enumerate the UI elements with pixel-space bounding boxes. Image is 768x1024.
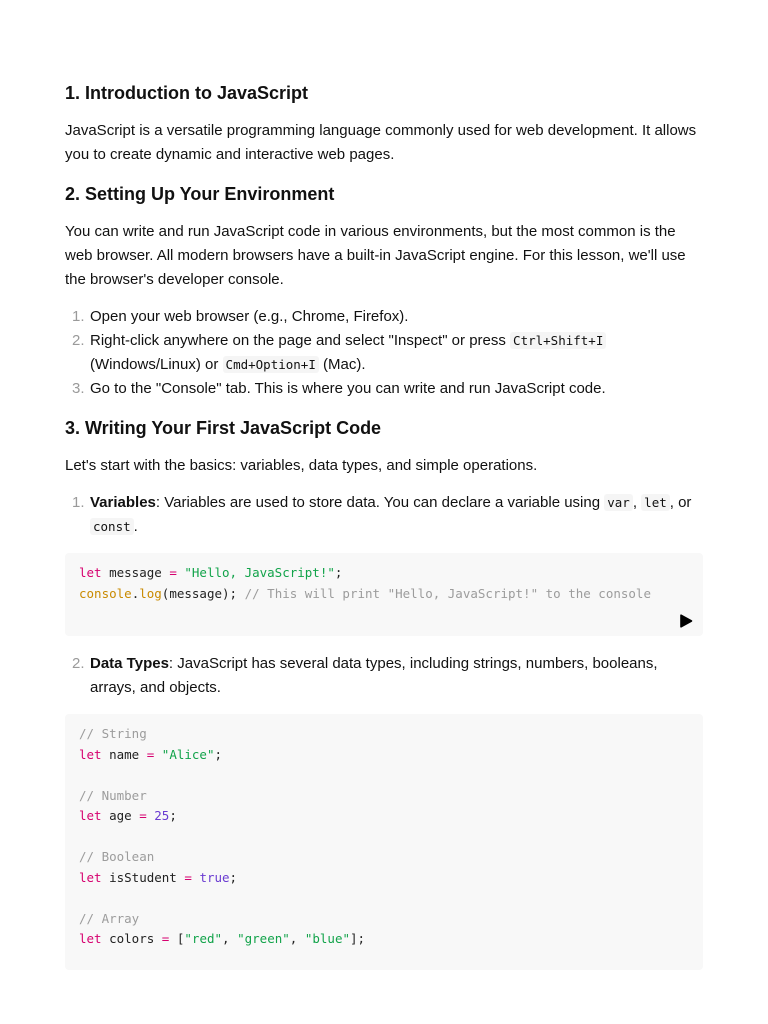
code-token [154,747,162,762]
code-token: = [146,746,155,762]
list-number: 2. [72,332,85,349]
list-number: 1. [72,494,85,511]
section-setup-paragraph: You can write and run JavaScript code in various environments, but the most common is the web browser. All modern browsers have a built-in JavaScript engine. For this lesson, we'll use the browser's developer console. [65,223,686,288]
code-token: console [79,585,132,601]
list-number: 1. [72,308,85,325]
code-token: let [79,565,102,580]
keyword-let-code: let [641,494,670,511]
code-token: "blue" [304,931,350,946]
code-token: . [131,585,140,601]
code-token: message [101,565,170,580]
section-intro-paragraph: JavaScript is a versatile programming language commonly used for web development. It allows you to create dynamic and interactive web pages. [65,122,697,163]
code-block-data-types [65,714,703,970]
list-item-text: (Windows/Linux) or [90,356,223,373]
code-token: age [101,808,140,823]
code-token: colors [101,931,162,946]
code-token: ]; [350,931,366,946]
section-first-code-paragraph: Let's start with the basics: variables, data types, and simple operations. [65,457,538,474]
basics-list [65,491,703,539]
code-token: name [101,746,147,762]
code-token: 25 [154,808,170,823]
setup-steps-list [65,305,703,401]
section-title-first-code: 3. Writing Your First JavaScript Code [65,418,382,438]
section-title-setup: 2. Setting Up Your Environment [65,184,335,204]
code-token: let [79,931,102,946]
code-token: isStudent [101,869,185,885]
code-token: "Alice" [161,746,215,762]
code-token: let [79,869,102,885]
code-comment: // This will print "Hello, JavaScript!" to the console [244,585,651,601]
code-token: "red" [184,931,223,946]
shortcut-windows-code: Ctrl+Shift+I [510,332,606,349]
list-number: 3. [72,380,85,397]
code-token: = [184,869,192,885]
keyword-var-code: var [604,494,633,511]
list-item-text: Go to the "Console" tab. This is where you can write and run JavaScript code. [90,380,606,397]
list-item-text: : JavaScript has several data types, including strings, numbers, booleans, arrays, and objects. [90,655,658,696]
code-token: ; [229,869,238,885]
list-item-text: (Mac). [318,356,366,373]
code-comment: // Array [79,910,140,926]
code-token: log [139,585,162,601]
code-token: = [169,565,177,580]
code-token: "Hello, JavaScript!" [184,565,335,580]
code-comment: // Number [79,787,147,803]
run-code-button[interactable] [679,614,693,628]
list-item-variables [65,491,703,539]
code-token: true [199,869,230,885]
separator-text: , or [669,494,692,511]
basics-list-continued [65,652,703,700]
code-comment: // Boolean [79,849,155,864]
list-item [65,377,703,401]
shortcut-mac-code: Cmd+Option+I [223,356,319,373]
code-token: [ [169,931,185,946]
code-comment: // String [79,726,147,741]
code-token: ; [214,746,223,762]
code-token: let [79,746,102,762]
list-item-text: : Variables are used to store data. You can declare a variable using [155,494,605,511]
code-token: = [139,808,147,823]
code-token: , [289,931,305,946]
code-token: ; [334,565,343,580]
code-token: (message); [161,585,245,601]
code-token: , [222,931,238,946]
list-item-text: Open your web browser (e.g., Chrome, Firefox). [90,308,409,325]
section-title-introduction: 1. Introduction to JavaScript [65,83,309,103]
code-token: = [161,931,170,946]
list-item [65,305,703,329]
sentence-end: . [133,518,138,535]
code-token: let [79,808,102,823]
list-item-data-types [65,652,703,700]
term-variables: Variables [90,494,156,511]
keyword-const-code: const [90,518,134,535]
list-number: 2. [72,655,85,672]
code-block-variables [65,553,703,636]
separator-text: , [632,494,642,511]
term-data-types: Data Types [90,655,169,672]
code-token: ; [169,808,177,823]
list-item-text: Right-click anywhere on the page and select "Inspect" or press [90,332,511,349]
list-item [65,329,703,377]
play-icon [679,614,693,628]
code-token: "green" [237,931,290,946]
